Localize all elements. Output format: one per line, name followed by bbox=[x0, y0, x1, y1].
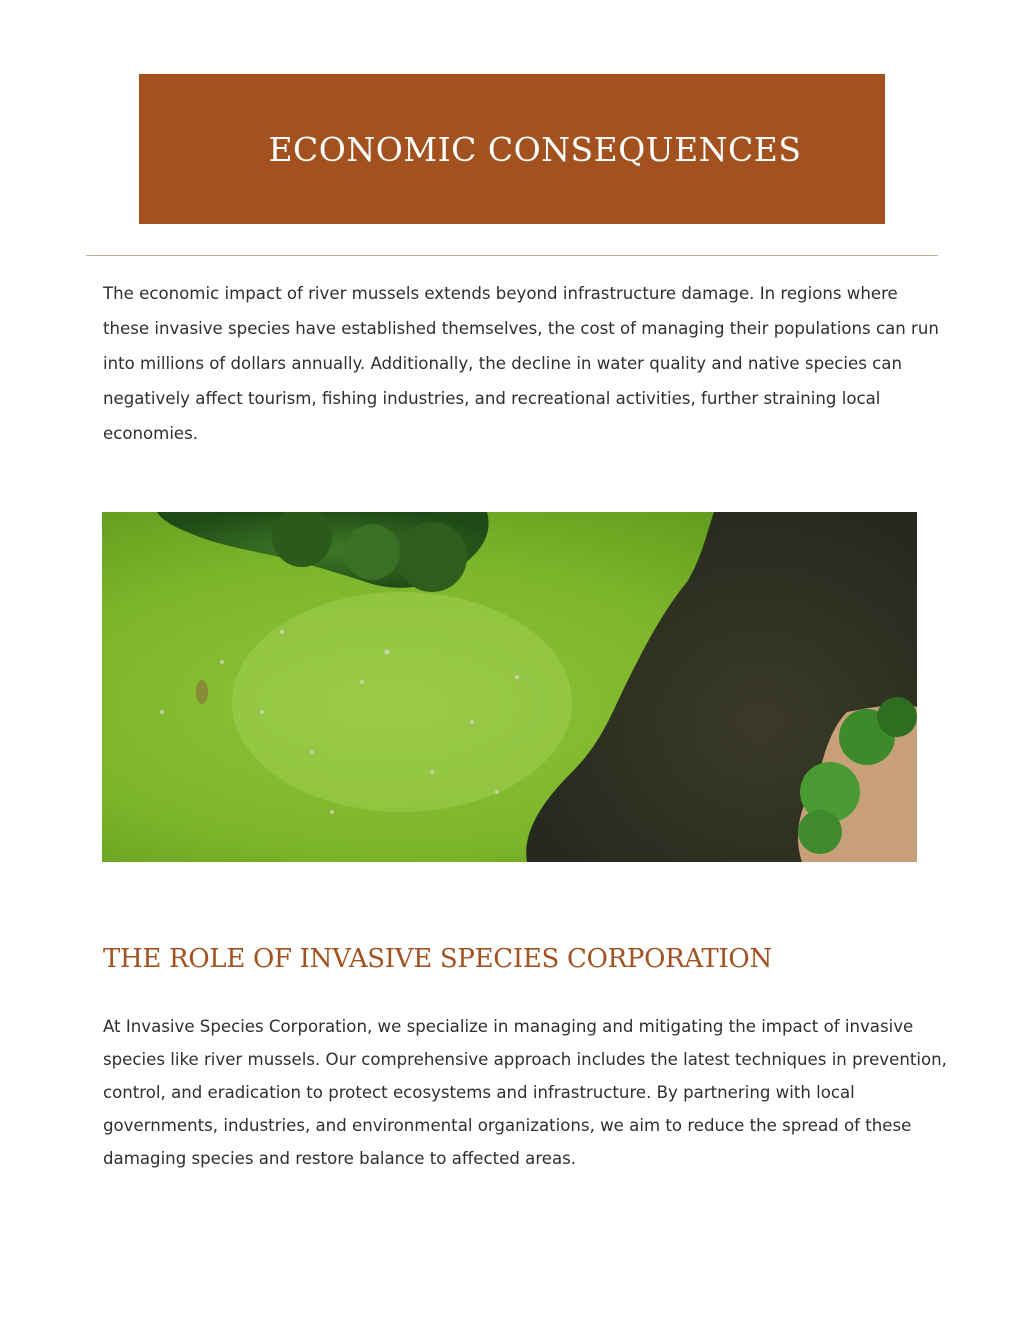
title-banner bbox=[139, 74, 885, 224]
intro-paragraph: The economic impact of river mussels extends beyond infrastructure damage. In regions where these invasive species have established themselves, the cost of managing their populations can run into millions of dollars annually. Additionally, the decline in water quality and native species can negatively affect tourism, fishing industries, and recreational activities, further straining local economies. bbox=[103, 284, 939, 443]
section-divider bbox=[86, 255, 938, 256]
aerial-river-photo bbox=[102, 512, 917, 862]
section-paragraph: At Invasive Species Corporation, we specialize in managing and mitigating the impact of invasive species like river mussels. Our comprehensive approach includes the latest techniques in prevention, control, and eradication to protect ecosystems and infrastructure. By partnering with local governments, industries, and environmental organizations, we aim to reduce the spread of these damaging species and restore balance to affected areas. bbox=[103, 1017, 947, 1168]
section-heading: THE ROLE OF INVASIVE SPECIES CORPORATION bbox=[103, 944, 772, 974]
page-title: ECONOMIC CONSEQUENCES bbox=[268, 129, 802, 169]
